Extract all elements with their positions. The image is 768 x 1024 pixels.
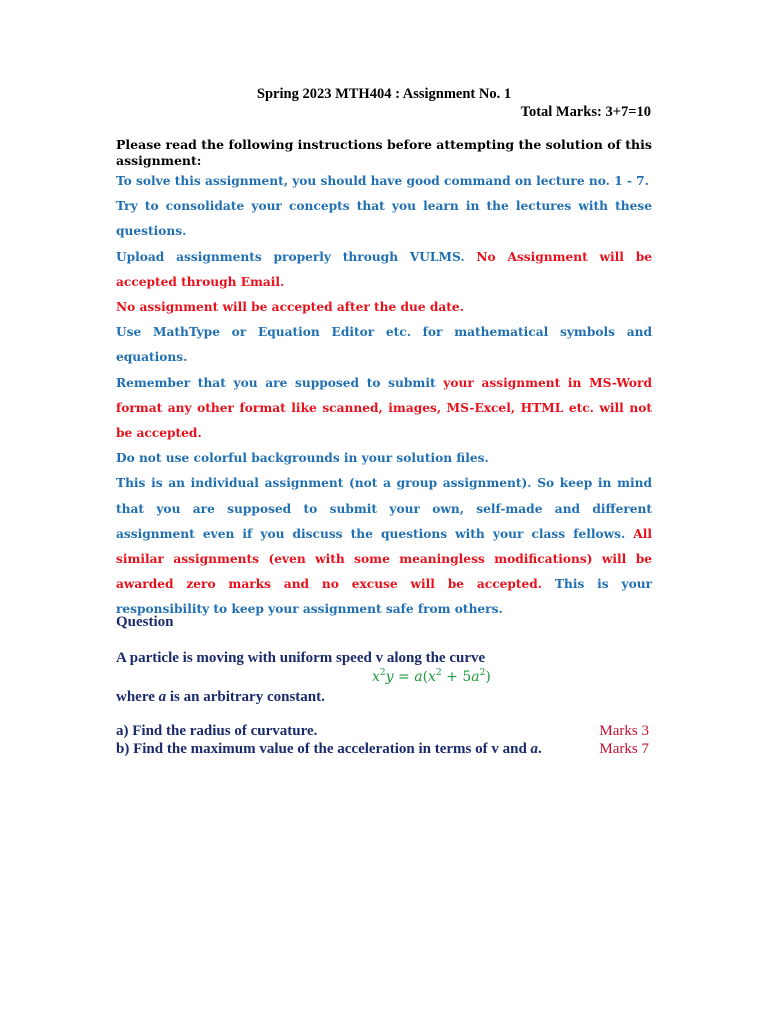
instruction-text-blue: To solve this assignment, you should have good command on lecture no. 1 - 7. — [116, 174, 649, 188]
part-b-suffix: . — [538, 741, 542, 757]
eq-open: ( — [422, 669, 429, 685]
where-var: a — [158, 689, 167, 705]
eq-exp: 2 — [479, 668, 486, 678]
eq-exp: 2 — [379, 668, 386, 678]
eq-a: a — [414, 669, 423, 685]
instruction-text-red: No assignment will be accepted after the due date. — [116, 300, 464, 315]
instruction-item — [116, 169, 652, 194]
question-intro: A particle is moving with uniform speed v along the curve — [116, 650, 486, 666]
instruction-item — [116, 245, 652, 295]
part-b-var: a — [530, 741, 539, 757]
instruction-text-red: All similar assignments (even with some meaningless modifications) will be awarded zero marks and no excuse will be accepted. — [116, 526, 652, 592]
question-part-a: a) Find the radius of curvature. — [116, 723, 318, 739]
question-part-b — [116, 741, 656, 758]
instruction-text-blue: Do not use colorful backgrounds in your solution files. — [116, 451, 489, 466]
instruction-text-red: No Assignment will be accepted through Email. — [116, 249, 652, 289]
eq-exp: 2 — [435, 668, 442, 678]
instruction-item — [116, 446, 652, 471]
eq-y: y — [385, 669, 394, 685]
where-prefix: where — [116, 689, 159, 705]
eq-x: x — [372, 669, 380, 685]
instruction-text-blue: This is your responsibility to keep your assignment safe from others. — [116, 577, 652, 617]
eq-close: ) — [485, 669, 491, 685]
instruction-text-blue: Upload assignments properly through VULMS. — [116, 249, 477, 264]
instruction-item — [116, 320, 652, 370]
question-heading: Question — [116, 614, 174, 630]
instructions-list — [116, 169, 652, 623]
instruction-item — [116, 295, 652, 320]
instruction-item — [116, 471, 652, 622]
total-marks: Total Marks: 3+7=10 — [520, 104, 651, 120]
instruction-item — [116, 194, 652, 244]
eq-plus: + — [441, 669, 463, 685]
instruction-text-blue: This is an individual assignment (not a group assignment). So keep in mind that you are supposed to submit your own, self-made and different assignment even if you discuss the questions with your class fellows. — [116, 476, 652, 541]
part-a-marks: Marks 3 — [599, 723, 649, 739]
part-b-marks: Marks 7 — [599, 741, 649, 757]
part-b-prefix: b) Find the maximum value of the acceleration in terms of v and — [116, 741, 531, 757]
instruction-text-red: your assignment in MS-Word format any other format like scanned, images, MS-Excel, HTML etc. will not be accepted. — [116, 375, 652, 441]
instruction-text-blue: Remember that you are supposed to submit — [116, 375, 444, 390]
instruction-item — [116, 371, 652, 447]
eq-a2: a — [471, 669, 480, 685]
question-where — [116, 689, 656, 706]
eq-five: 5 — [462, 669, 472, 685]
instructions-heading: Please read the following instructions before attempting the solution of this assignment: — [116, 137, 652, 168]
eq-equals: = — [393, 669, 415, 685]
where-suffix: is an arbitrary constant. — [166, 689, 325, 705]
curve-equation — [372, 668, 491, 685]
instruction-text-blue: Try to consolidate your concepts that you learn in the lectures with these questions. — [116, 199, 652, 239]
eq-x2: x — [428, 669, 436, 685]
assignment-title: Spring 2023 MTH404 : Assignment No. 1 — [256, 86, 512, 102]
instruction-text-blue: Use MathType or Equation Editor etc. for mathematical symbols and equations. — [116, 325, 652, 365]
